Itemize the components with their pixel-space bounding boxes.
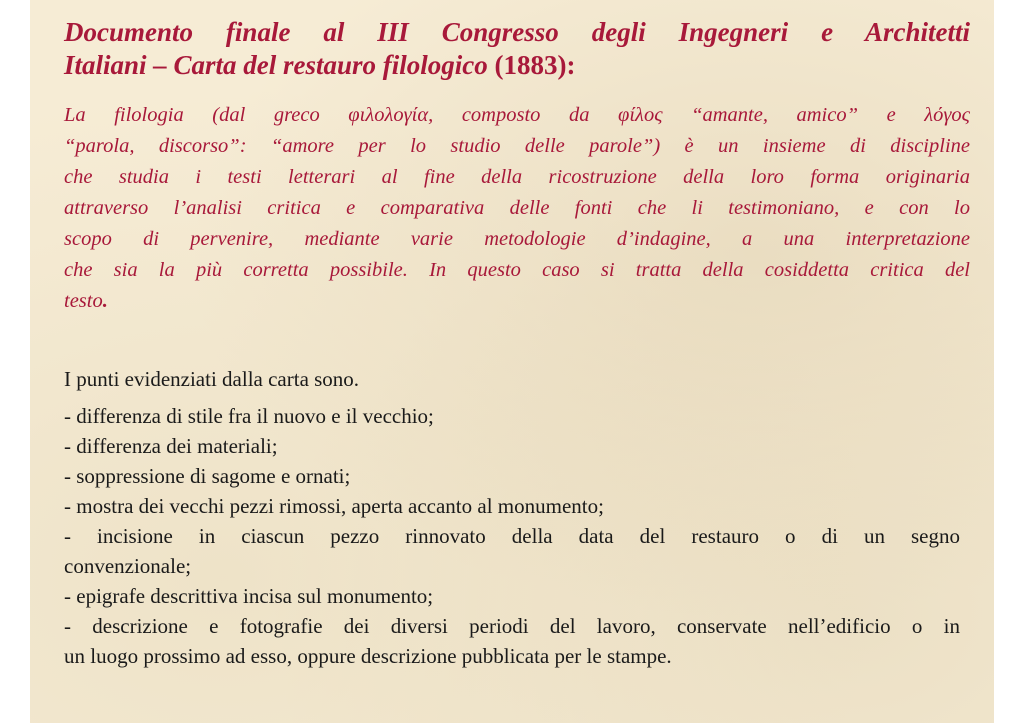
list-item: - incisione in ciascun pezzo rinnovato della data del restauro o di un segno (64, 524, 960, 548)
list-item: - differenza dei materiali; (64, 434, 278, 458)
list-item: - mostra dei vecchi pezzi rimossi, aperta accanto al monumento; (64, 494, 604, 518)
intro-paragraph (64, 100, 970, 317)
intro-line: testo (64, 290, 103, 312)
intro-line: che sia la più corretta possibile. In questo caso si tratta della cosiddetta critica del (64, 259, 970, 281)
points-heading: I punti evidenziati dalla carta sono. (64, 367, 360, 391)
intro-line: attraverso l’analisi critica e comparativa delle fonti che li testimoniano, e con lo (64, 197, 970, 219)
title-text: Italiani – Carta del restauro filologico (64, 50, 488, 80)
intro-line: scopo di pervenire, mediante varie metodologie d’indagine, a una interpretazione (64, 228, 970, 250)
list-item-continuation: un luogo prossimo ad esso, oppure descrizione pubblicata per le stampe. (64, 644, 672, 668)
intro-end-punct: . (102, 290, 108, 312)
title-line-2 (64, 49, 970, 82)
intro-line: che studia i testi letterari al fine della ricostruzione della loro forma originaria (64, 166, 970, 188)
intro-line: La filologia (dal greco φιλολογία, composto da φίλος “amante, amico” e λόγος (64, 104, 970, 126)
title-year: (1883): (494, 50, 576, 80)
list-item: - descrizione e fotografie dei diversi periodi del lavoro, conservate nell’edificio o in (64, 614, 960, 638)
points-list (64, 401, 960, 671)
intro-last-line (64, 286, 970, 317)
list-item-continuation: convenzionale; (64, 554, 192, 578)
list-item: - differenza di stile fra il nuovo e il vecchio; (64, 404, 434, 428)
title-line-1: Documento finale al III Congresso degli Ingegneri e Architetti (64, 17, 970, 47)
document-page (30, 0, 994, 723)
list-item: - soppressione di sagome e ornati; (64, 464, 351, 488)
list-item: - epigrafe descrittiva incisa sul monumento; (64, 584, 434, 608)
document-title (64, 16, 970, 82)
intro-line: “parola, discorso”: “amore per lo studio delle parole”) è un insieme di discipline (64, 135, 970, 157)
